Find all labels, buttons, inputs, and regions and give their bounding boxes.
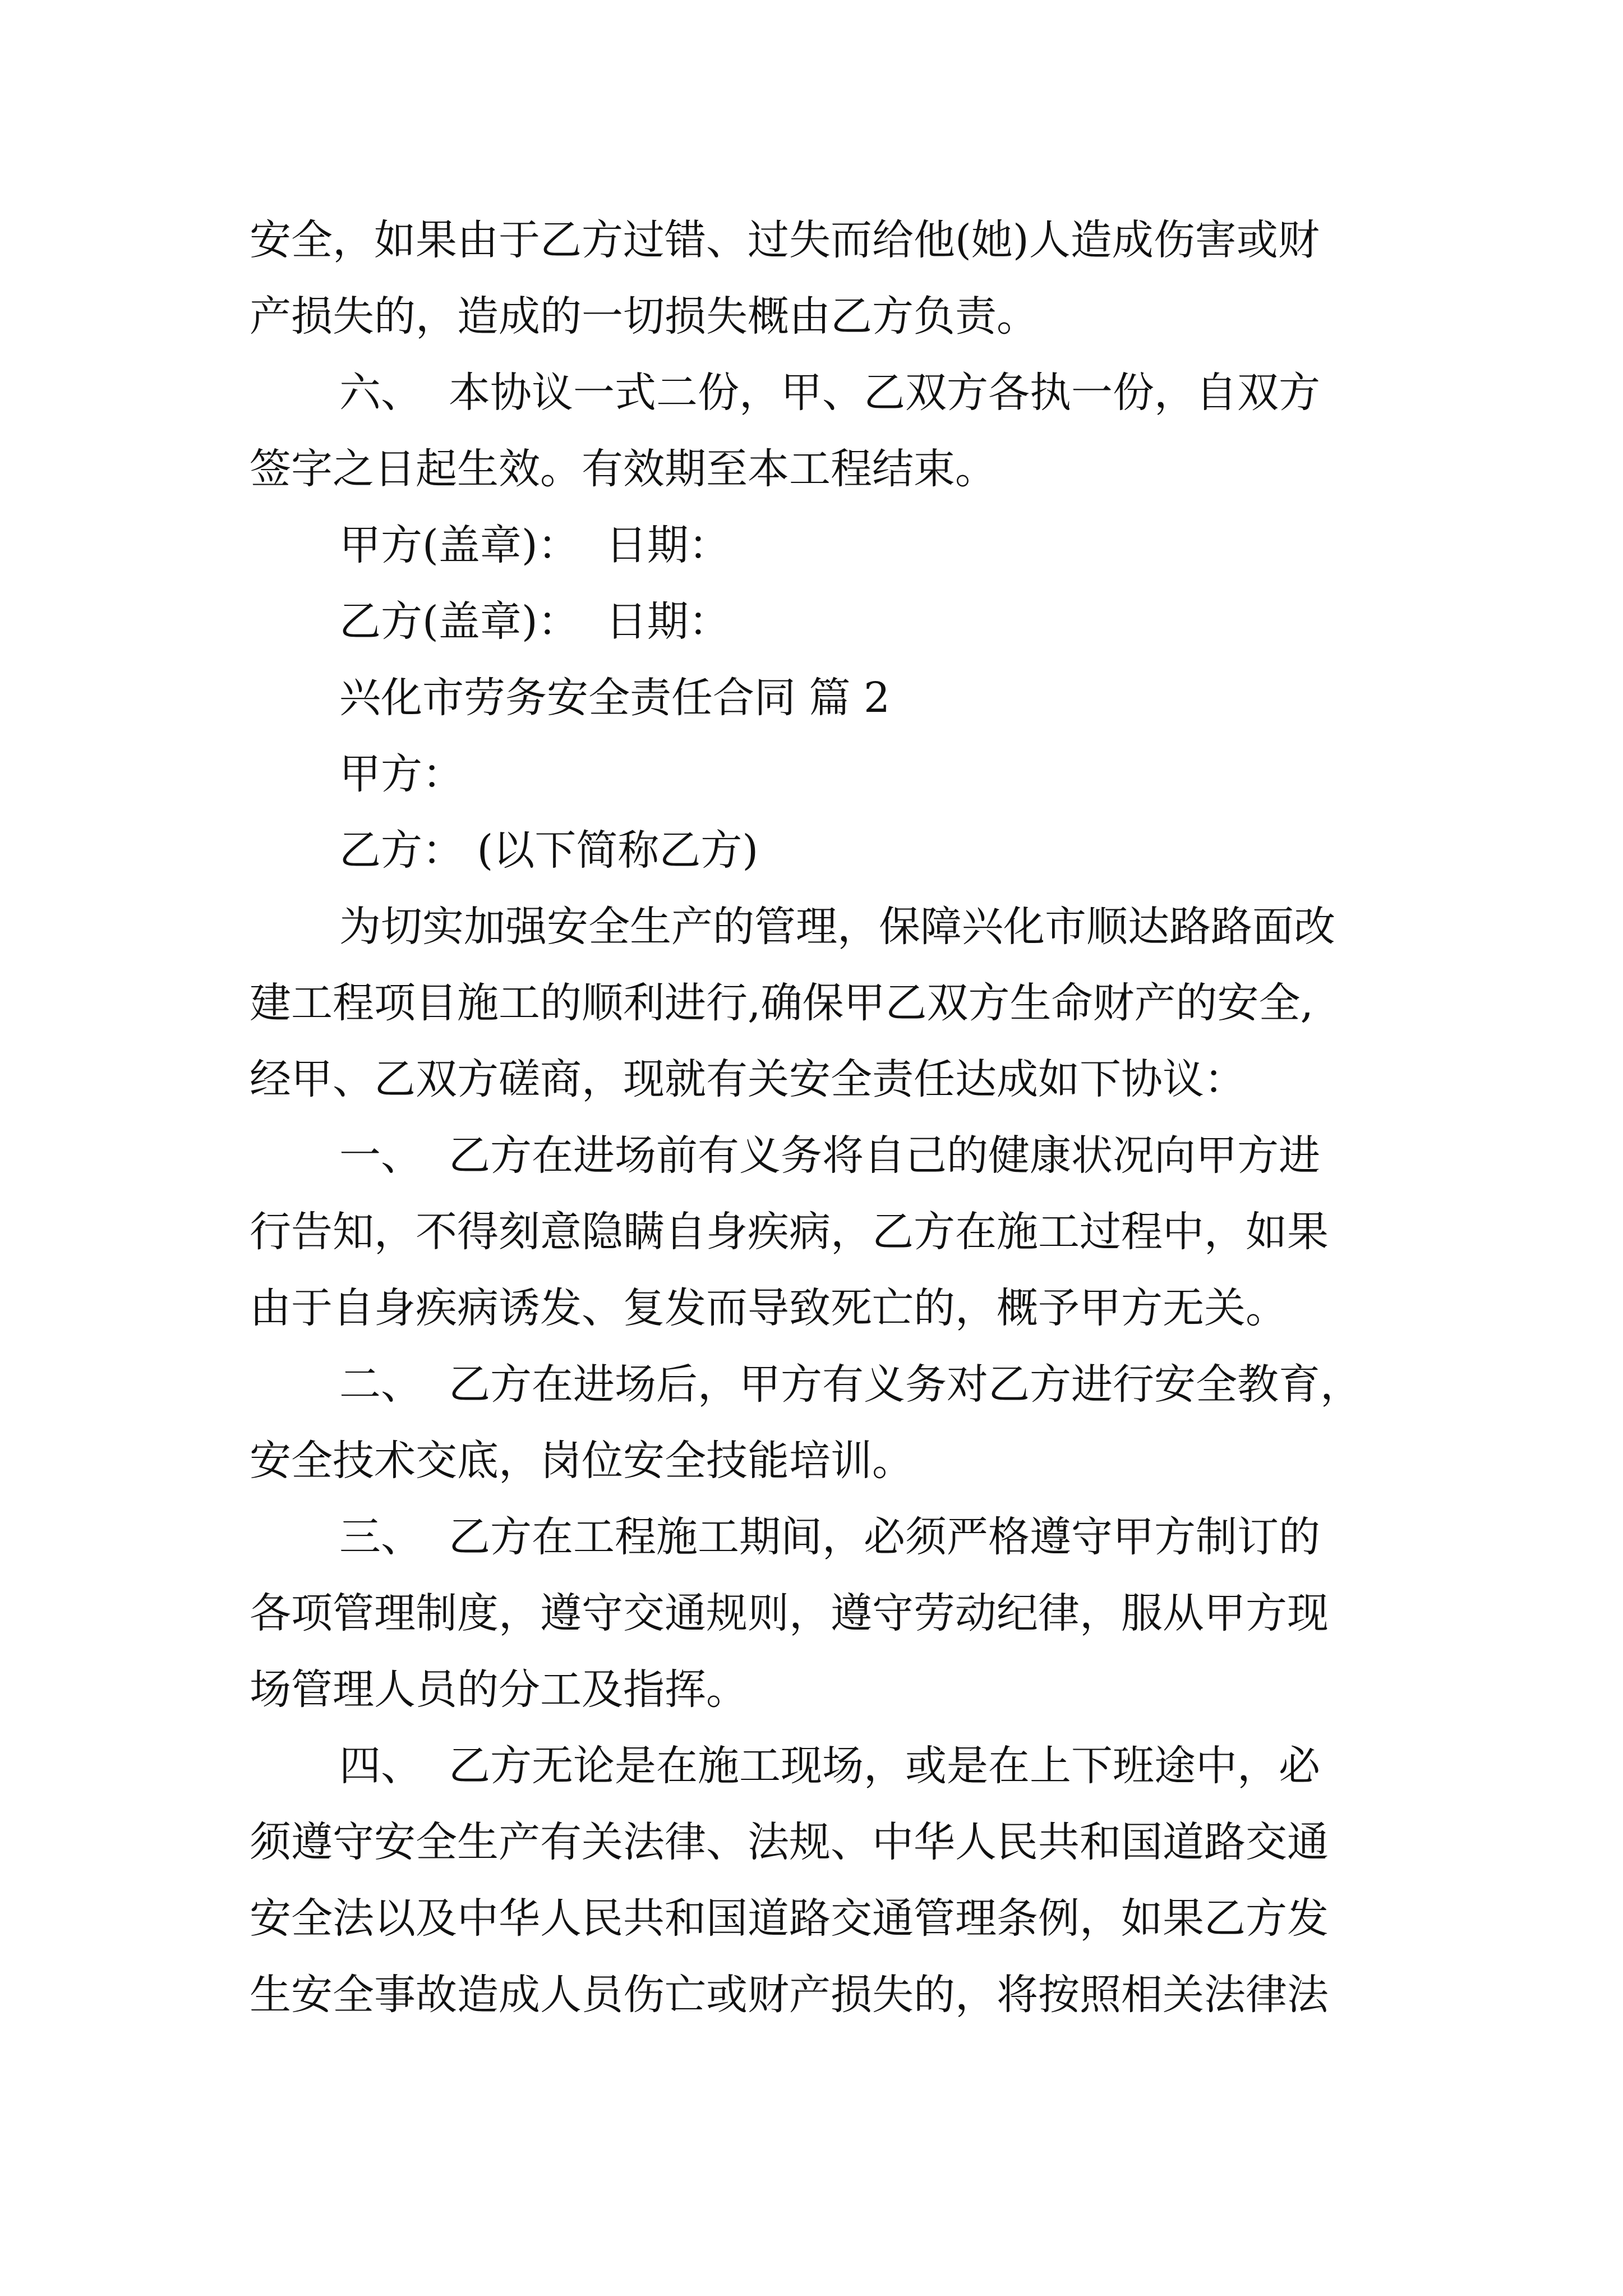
text-line: 行告知，不得刻意隐瞒自身疾病，乙方在施工过程中，如果	[250, 1208, 1329, 1256]
text-line: 须遵守安全生产有关法律、法规、中华人民共和国道路交通	[250, 1818, 1329, 1866]
text-line: 各项管理制度，遵守交通规则，遵守劳动纪律，服从甲方现	[250, 1589, 1329, 1637]
clause-three: 三、 乙方在工程施工期间，必须严格遵守甲方制订的	[339, 1513, 1321, 1561]
clause-one: 一、 乙方在进场前有义务将自己的健康状况向甲方进	[339, 1131, 1321, 1180]
text-line: 经甲、乙双方磋商，现就有关安全责任达成如下协议：	[250, 1055, 1246, 1103]
party-b-signature-line: 乙方(盖章)： 日期：	[339, 597, 730, 646]
text-line: 生安全事故造成人员伤亡或财产损失的，将按照相关法律法	[250, 1971, 1329, 2019]
preamble-paragraph: 为切实加强安全生产的管理，保障兴化市顺达路路面改	[339, 903, 1335, 951]
party-a-signature-line: 甲方(盖章)： 日期：	[339, 521, 730, 569]
clause-two: 二、 乙方在进场后，甲方有义务对乙方进行安全教育，	[339, 1360, 1362, 1409]
text-line: 场管理人员的分工及指挥。	[250, 1665, 748, 1714]
text-line: 安全，如果由于乙方过错、过失而给他(她)人造成伤害或财	[250, 216, 1320, 264]
text-line: 由于自身疾病诱发、复发而导致死亡的，概予甲方无关。	[250, 1284, 1287, 1332]
party-b-label: 乙方： (以下简称乙方)	[339, 826, 759, 875]
document-body	[250, 202, 1399, 2033]
text-line: 产损失的，造成的一切损失概由乙方负责。	[250, 292, 1038, 341]
party-a-label: 甲方：	[339, 750, 464, 798]
text-line: 建工程项目施工的顺利进行,确保甲乙双方生命财产的安全,	[250, 979, 1314, 1027]
section-heading: 兴化市劳务安全责任合同 篇 2	[339, 674, 891, 722]
clause-six: 六、 本协议一式二份，甲、乙双方各执一份，自双方	[339, 369, 1321, 417]
clause-four: 四、 乙方无论是在施工现场，或是在上下班途中，必	[339, 1742, 1321, 1790]
text-line: 签字之日起生效。有效期至本工程结束。	[250, 445, 997, 493]
text-line: 安全法以及中华人民共和国道路交通管理条例，如果乙方发	[250, 1894, 1329, 1943]
text-line: 安全技术交底，岗位安全技能培训。	[250, 1437, 914, 1485]
